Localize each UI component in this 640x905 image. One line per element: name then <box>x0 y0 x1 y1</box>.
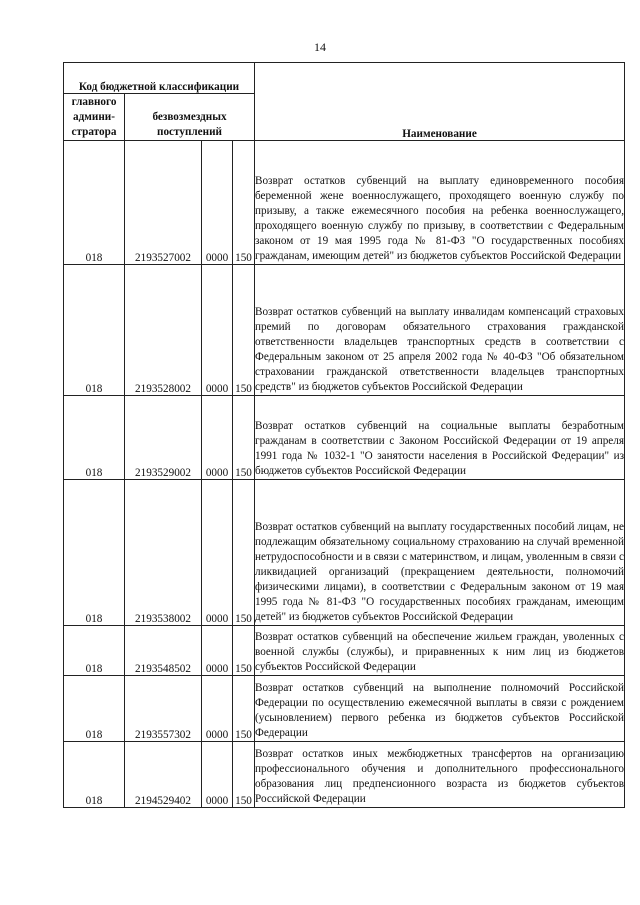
cell-program: 0000 <box>202 626 233 676</box>
cell-admin: 018 <box>64 742 125 808</box>
cell-econ: 150 <box>233 141 255 265</box>
cell-admin: 018 <box>64 265 125 396</box>
table-row <box>64 396 625 480</box>
cell-code: 2193538002 <box>125 480 202 626</box>
cell-name: Возврат остатков субвенций на социальные выплаты безработным гражданам в соответствии с Законом Российской Федерации от 19 апреля 1991 года № 1032-1 "О занятости населения в Российской Федерации" из бюджетов субъектов Российской Федерации <box>255 396 625 480</box>
cell-admin: 018 <box>64 480 125 626</box>
cell-program: 0000 <box>202 265 233 396</box>
table-row <box>64 480 625 626</box>
header-revenue: безвозмездных поступлений <box>125 94 255 141</box>
cell-name: Возврат остатков субвенций на выполнение полномочий Российской Федерации по осуществлению ежемесячной выплаты в связи с рождением (усыновлением) первого ребенка из бюджетов субъектов Российской Федерации <box>255 676 625 742</box>
table-row <box>64 265 625 396</box>
cell-program: 0000 <box>202 742 233 808</box>
cell-code: 2193527002 <box>125 141 202 265</box>
header-code-title: Код бюджетной классификации <box>64 63 255 94</box>
cell-name: Возврат остатков субвенций на выплату государственных пособий лицам, не подлежащим обязательному социальному страхованию на случай временной нетрудоспособности и в связи с материнством, и лицам, уволенным в связи с ликвидацией организаций (прекращением деятельности, полномочий физическими лицами), в соответствии с Федеральным законом от 19 мая 1995 года № 81-ФЗ "О государственных пособиях гражданам, имеющим детей" из бюджетов субъектов Российской Федерации <box>255 480 625 626</box>
cell-admin: 018 <box>64 141 125 265</box>
header-row-top <box>64 63 625 94</box>
cell-program: 0000 <box>202 141 233 265</box>
cell-econ: 150 <box>233 265 255 396</box>
budget-classification-table <box>63 62 625 808</box>
cell-econ: 150 <box>233 626 255 676</box>
table-row <box>64 141 625 265</box>
cell-admin: 018 <box>64 676 125 742</box>
cell-econ: 150 <box>233 676 255 742</box>
table-row <box>64 676 625 742</box>
cell-econ: 150 <box>233 480 255 626</box>
cell-name: Возврат остатков субвенций на обеспечение жильем граждан, уволенных с военной службы (службы), и приравненных к ним лиц из бюджетов субъектов Российской Федерации <box>255 626 625 676</box>
cell-program: 0000 <box>202 480 233 626</box>
cell-code: 2194529402 <box>125 742 202 808</box>
cell-econ: 150 <box>233 742 255 808</box>
cell-code: 2193548502 <box>125 626 202 676</box>
cell-name: Возврат остатков субвенций на выплату единовременного пособия беременной жене военнослужащего, проходящего военную службу по призыву, а также ежемесячного пособия на ребенка военнослужащего, проходящего военную службу по призыву, в соответствии с Федеральным законом от 19 мая 1995 года № 81-ФЗ "О государственных пособиях гражданам, имеющим детей" из бюджетов субъектов Российской Федерации <box>255 141 625 265</box>
cell-name: Возврат остатков субвенций на выплату инвалидам компенсаций страховых премий по договорам обязательного страхования гражданской ответственности владельцев транспортных средств в соответствии с Федеральным законом от 25 апреля 2002 года № 40-ФЗ "Об обязательном страховании гражданской ответственности владельцев транспортных средств" из бюджетов субъектов Российской Федерации <box>255 265 625 396</box>
table-row <box>64 626 625 676</box>
table-row <box>64 742 625 808</box>
cell-name: Возврат остатков иных межбюджетных трансфертов на организацию профессионального обучения и дополнительного профессионального образования лиц предпенсионного возраста из бюджетов субъектов Российской Федерации <box>255 742 625 808</box>
header-name: Наименование <box>255 63 625 141</box>
cell-admin: 018 <box>64 396 125 480</box>
page-number: 14 <box>314 40 326 54</box>
header-admin: главного админи-стратора <box>64 94 125 141</box>
cell-admin: 018 <box>64 626 125 676</box>
cell-econ: 150 <box>233 396 255 480</box>
cell-code: 2193529002 <box>125 396 202 480</box>
cell-code: 2193557302 <box>125 676 202 742</box>
cell-code: 2193528002 <box>125 265 202 396</box>
cell-program: 0000 <box>202 396 233 480</box>
cell-program: 0000 <box>202 676 233 742</box>
